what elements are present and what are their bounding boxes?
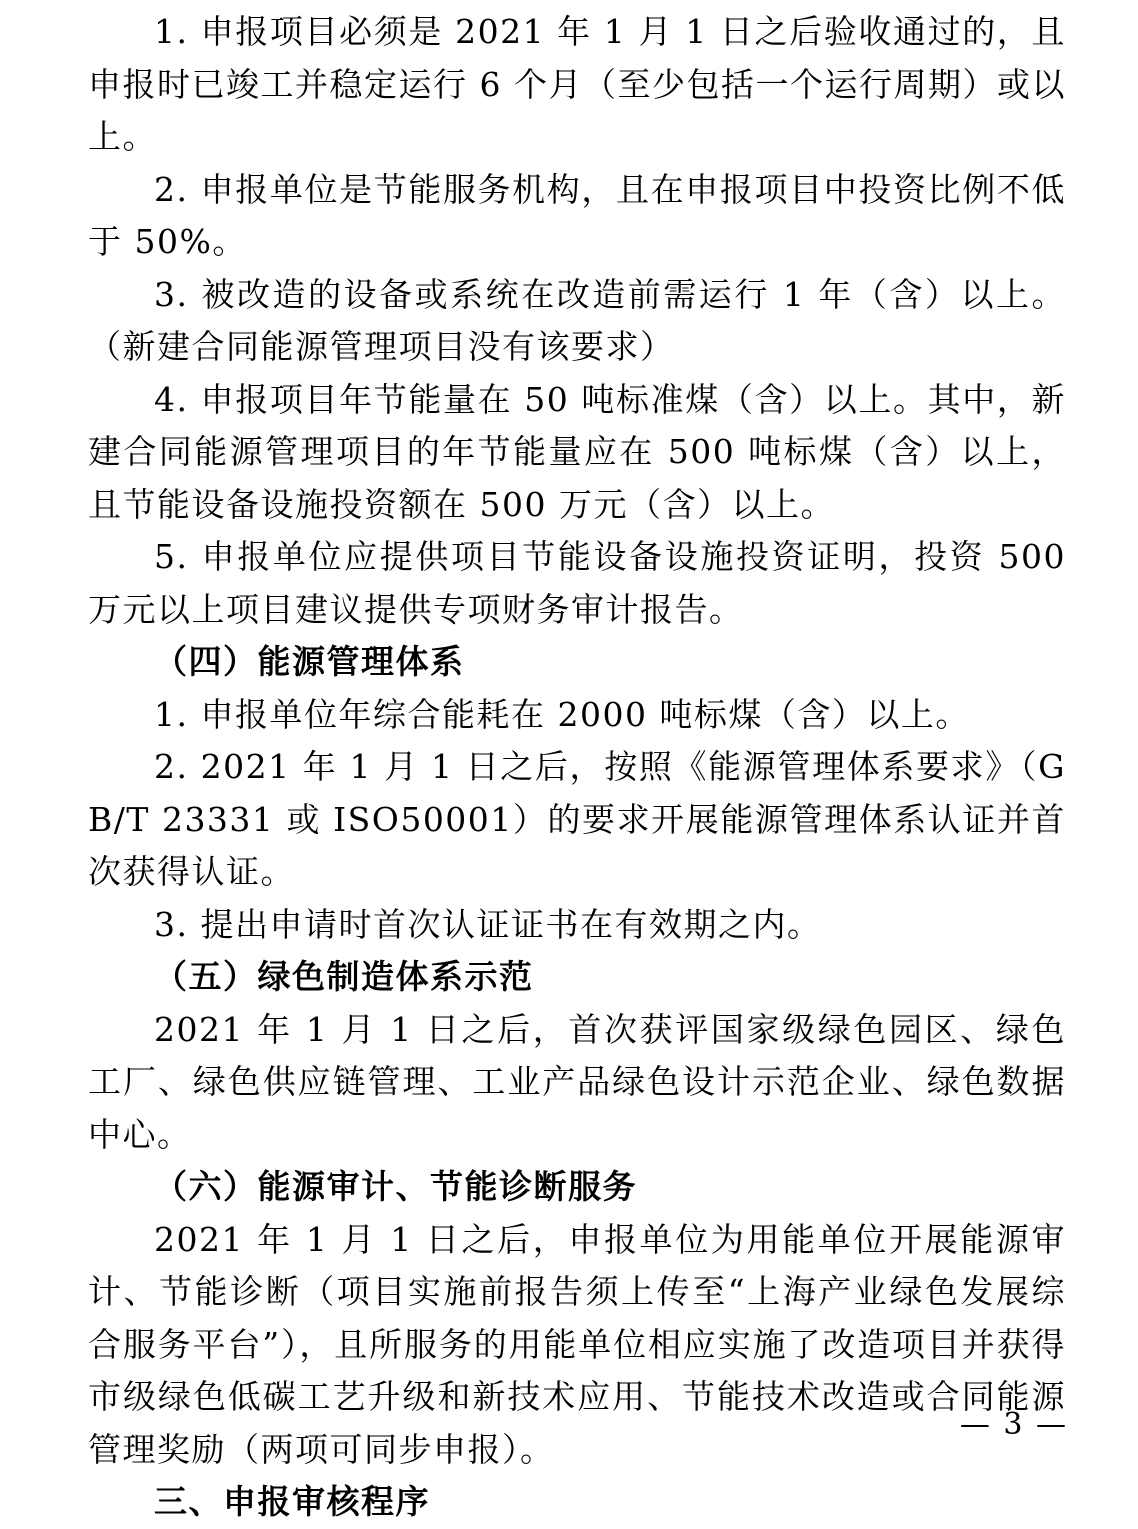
paragraph-5: 5. 申报单位应提供项目节能设备设施投资证明，投资 500 万元以上项目建议提供专项财务审计报告。 — [88, 537, 1066, 629]
paragraph-10: 2021 年 1 月 1 日之后，申报单位为用能单位开展能源审计、节能诊断（项目实施前报告须上传至“上海产业绿色发展综合服务平台”），且所服务的用能单位相应实施了改造项目并获得市级绿色低碳工艺升级和新技术应用、节能技术改造或合同能源管理奖励（两项可同步申报）。 — [88, 1219, 1066, 1469]
section-heading-energy-management-system: （四）能源管理体系 — [154, 642, 465, 681]
paragraph-2: 2. 申报单位是节能服务机构，且在申报项目中投资比例不低于 50%。 — [88, 169, 1066, 261]
paragraph-3: 3. 被改造的设备或系统在改造前需运行 1 年（含）以上。（新建合同能源管理项目没有该要求） — [88, 274, 1066, 366]
paragraph-8: 3. 提出申请时首次认证证书在有效期之内。 — [154, 904, 822, 944]
paragraph-1: 1. 申报项目必须是 2021 年 1 月 1 日之后验收通过的，且申报时已竣工并稳定运行 6 个月（至少包括一个运行周期）或以上。 — [88, 12, 1066, 156]
section-heading-green-manufacturing: （五）绿色制造体系示范 — [154, 957, 534, 996]
section-heading-review-procedure: 三、申报审核程序 — [154, 1482, 430, 1521]
paragraph-9: 2021 年 1 月 1 日之后，首次获评国家级绿色园区、绿色工厂、绿色供应链管理、工业产品绿色设计示范企业、绿色数据中心。 — [88, 1009, 1066, 1154]
paragraph-6: 1. 申报单位年综合能耗在 2000 吨标煤（含）以上。 — [154, 694, 970, 734]
page-number: — 3 — — [959, 1407, 1068, 1442]
paragraph-4: 4. 申报项目年节能量在 50 吨标准煤（含）以上。其中，新建合同能源管理项目的年节能量应在 500 吨标煤（含）以上，且节能设备设施投资额在 500 万元（含）以上。 — [88, 379, 1066, 524]
document-page — [88, 0, 1066, 1529]
paragraph-7: 2. 2021 年 1 月 1 日之后，按照《能源管理体系要求》（GB/T 23331 或 ISO50001）的要求开展能源管理体系认证并首次获得认证。 — [88, 747, 1066, 891]
section-heading-energy-audit: （六）能源审计、节能诊断服务 — [154, 1167, 637, 1206]
